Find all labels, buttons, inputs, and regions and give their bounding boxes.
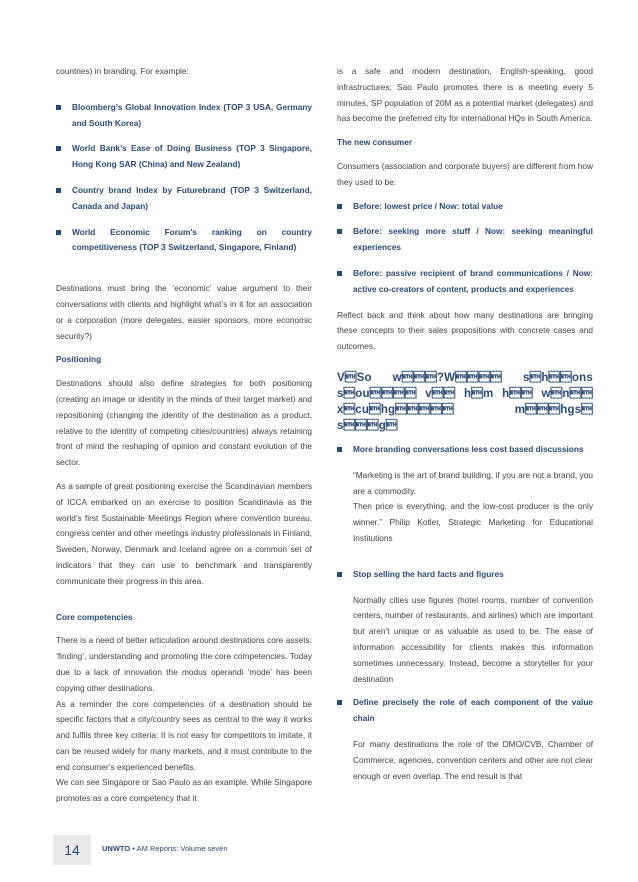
square-bullet-icon xyxy=(337,229,342,234)
consumer-list xyxy=(337,199,593,298)
positioning-heading: Positioning xyxy=(56,354,102,365)
left-column xyxy=(56,64,312,807)
kotler-quote xyxy=(337,468,593,547)
square-bullet-icon xyxy=(337,447,342,452)
list-item: Stop selling the hard facts and figures xyxy=(337,567,593,583)
page-footer xyxy=(0,835,638,865)
list-item: Before: seeking more stuff / Now: seeking meaningful experiences xyxy=(337,224,593,256)
define-list xyxy=(337,695,593,727)
square-bullet-icon xyxy=(56,146,61,151)
positioning-paragraph: Destinations should also define strategies for both positioning (creating an image or identity in the minds of their target market) and repositioning (changing the identity of the destination as a product, relative to the identity of competing cities/countries) always retaining front of mind the reshaping of opinion and constant evolution of the sector. xyxy=(56,378,312,468)
footer-label xyxy=(102,844,228,853)
quote-line-2: Then price is everything, and the low-cost producer is the only winner.” Philip Kotler, Strategic Marketing for Educational Institutions xyxy=(353,501,593,543)
quote-line-1: “Marketing is the art of brand building, if you are not a brand, you are a commodity. xyxy=(353,469,593,496)
list-item: Before: lowest price / Now: total value xyxy=(337,199,593,215)
square-bullet-icon xyxy=(56,230,61,235)
economic-paragraph: Destinations must bring the ‘economic’ value argument to their conversations with clients and highlight what’s in it for an association or a corporation (more delegates, easier sponsors, more economic security?) xyxy=(56,283,312,341)
reflect-paragraph: Reflect back and think about how many destinations are bringing these concepts to their sales propositions with concrete cases and outcomes. xyxy=(337,309,593,352)
list-item: Country brand Index by Futurebrand (TOP 3 Switzerland, Canada and Japan) xyxy=(56,183,312,215)
list-item: Bloomberg’s Global Innovation Index (TOP 3 USA, Germany and South Korea) xyxy=(56,100,312,132)
square-bullet-icon xyxy=(337,204,342,209)
list-item: World Bank’s Ease of Doing Business (TOP 3 Singapore, Hong Kong SAR (China) and New Zealand) xyxy=(56,141,312,173)
right-column xyxy=(337,64,593,784)
core-paragraph-2: As a reminder the core competencies of a destination should be specific factors that a city/country sees as central to the way it works and fulfils three key criteria: It is not easy for competitors to imitate, it can be reused widely for many markets, and it must contribute to the end consumer’s experienced benefits. xyxy=(56,698,312,772)
list-item: More branding conversations less cost based discussions xyxy=(337,442,593,458)
stop-paragraph: Normally cities use figures (hotel rooms, number of convention centers, number of restaurants, and airlines) which are important but aren’t unique or as valuable as used to be. The ease of information accessibility for clients makes this information sometimes unnecessary. Instead, become a storyteller for your destination xyxy=(353,594,593,684)
ranking-list xyxy=(56,100,312,256)
footer-report: AM Reports: Volume seven xyxy=(136,844,228,853)
icca-paragraph: As a sample of great positioning exercise the Scandinavian members of ICCA embarked on an exercise to position Scandinavia as the world’s first Sustainable Meetings Region where convention bureau, congress center and other meetings industry professionals in Finland, Sweden, Norway, Denmark and Iceland agree on a common set of indicators that they can use to benchmark and transparently communicate their progress in this area. xyxy=(56,480,312,586)
new-consumer-heading: The new consumer xyxy=(337,137,413,148)
consumer-paragraph: Consumers (association and corporate buyers) are different from how they used to be: xyxy=(337,160,593,187)
list-item: Before: passive recipient of brand communications / Now: active co-creators of content, products and experiences xyxy=(337,266,593,298)
square-bullet-icon xyxy=(337,271,342,276)
core-competencies-heading: Core competencies xyxy=(56,611,133,622)
branding-list xyxy=(337,442,593,458)
footer-separator: • xyxy=(132,844,135,853)
list-item: World Economic Forum’s ranking on country competitiveness (TOP 3 Switzerland, Singapore, Finland) xyxy=(56,225,312,257)
square-bullet-icon xyxy=(337,700,342,705)
square-bullet-icon xyxy=(56,105,61,110)
core-paragraph-1: There is a need of better articulation around destinations core assets: ‘finding’, understanding and promoting the core competencies. Today due to a lack of innovation the modus operandi ‘mode’ has been copying other destinations. xyxy=(56,635,312,693)
stop-list xyxy=(337,567,593,583)
page-number: 14 xyxy=(53,835,91,865)
define-paragraph: For many destinations the role of the DMO/CVB, Chamber of Commerce, agencies, convention centers and other are not clear enough or even overlap. The end result is that xyxy=(353,738,593,781)
section-heading: VSo w?W shons sou v hm h wn xcuhg mhgs sg xyxy=(337,371,593,432)
square-bullet-icon xyxy=(337,572,342,577)
list-item: Define precisely the role of each component of the value chain xyxy=(337,695,593,727)
intro-text: countries) in branding. For example: xyxy=(56,66,189,76)
square-bullet-icon xyxy=(56,188,61,193)
core-paragraph-3: We can see Singapore or Sao Paulo as an example. While Singapore promotes as a core competency that it xyxy=(56,777,312,804)
footer-brand: UNWTO xyxy=(102,844,131,853)
continued-paragraph: is a safe and modern destination, English-speaking, good infrastructures; Sao Paulo promotes there is a meeting every 5 minutes, SP population of 20M as a potential market (delegates) and has become the preferred city for international HQs in South America. xyxy=(337,66,593,124)
